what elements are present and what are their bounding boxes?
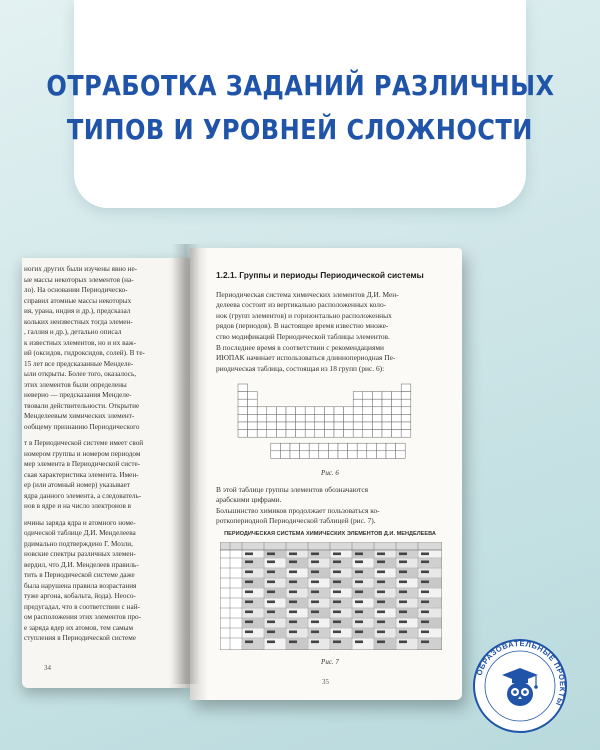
text-line: делеева состоит из вертикально расположенных коло- xyxy=(216,300,387,310)
text-line: нов в ядре и на число электронов в xyxy=(24,502,132,510)
figure-6-caption: Рис. 6 xyxy=(321,468,339,477)
text-line: роткопериодной Периодической таблицей (рис. 7). xyxy=(216,516,376,526)
text-line: В последнее время в соответствии с рекомендациями xyxy=(216,342,384,352)
text-line: рядов (периодов). В настоящее время известно множе- xyxy=(216,321,389,331)
short-period-table-figure xyxy=(220,542,442,650)
title-banner xyxy=(45,0,555,208)
text-line: ичины заряда ядра и атомного номе- xyxy=(24,518,136,527)
text-line: Большинство химиков продолжает пользоваться ко- xyxy=(216,505,380,515)
left-page xyxy=(22,258,190,688)
text-line: ская характеристика элемента. Имен- xyxy=(24,470,139,479)
text-line: т в Периодической системе имеет свой xyxy=(24,439,144,447)
text-line: этих элементов были определены xyxy=(24,380,127,389)
long-period-table-figure xyxy=(234,380,416,460)
text-line: туже аргона, кобальта, йода). Неосо- xyxy=(24,592,136,600)
text-line: ий (оксидов, гидроксидов, солей). В те- xyxy=(24,349,145,357)
text-line: ство модификаций Периодической таблицы элементов. xyxy=(216,331,390,341)
right-page xyxy=(190,248,462,700)
left-page-block-c xyxy=(24,518,184,644)
text-line: одической таблице Д.И. Менделеева xyxy=(24,529,136,537)
text-line: ия, урана, индия и др.), предсказал xyxy=(24,307,131,315)
paragraph-short-period xyxy=(216,485,444,527)
text-line: кольких неизвестных тогда элемен- xyxy=(24,317,133,326)
text-line: ообщему признанию Периодического xyxy=(24,422,140,431)
text-line: ыли открыты. Более того, оказалось, xyxy=(24,370,137,378)
text-line: тить в Периодической системе даже xyxy=(24,571,135,579)
text-line: Периодическая система химических элементов Д.И. Мен- xyxy=(216,289,399,299)
text-line: мер элемента в Периодической систе- xyxy=(24,460,141,468)
left-page-block-a xyxy=(24,264,184,432)
text-line: риодическая таблица, состоящая из 18 групп (рис. 6): xyxy=(216,363,385,373)
text-line: ер (или атомный номер) указывает xyxy=(24,481,130,489)
text-line: В этой таблице группы элементов обозначаются xyxy=(216,484,369,494)
text-line: рдимально подтверждено Г. Мозли, xyxy=(24,539,133,548)
text-line: номером группы и номером периодом xyxy=(24,449,141,458)
open-book xyxy=(22,244,462,704)
text-line: ядра данного элемента, а следователь- xyxy=(24,491,142,500)
text-line: к известных элементов, но и их важ- xyxy=(24,338,137,347)
text-line: неверно — предсказания Менделе- xyxy=(24,391,132,399)
left-page-block-b xyxy=(24,438,184,512)
left-page-text xyxy=(22,264,188,644)
text-line: предугадал, что в соответствии с най- xyxy=(24,602,140,611)
banner-title-line-2: ТИПОВ И УРОВНЕЙ СЛОЖНОСТИ xyxy=(67,113,533,146)
logo-ring-text: ОБРАЗОВАТЕЛЬНЫЕ ПРОЕКТЫ xyxy=(474,638,568,708)
text-line: ом расположения этих элементов про- xyxy=(24,613,142,621)
text-line: вердил, что Д.И. Менделеев правиль- xyxy=(24,560,139,569)
text-line: ые массы некоторых элементов (на- xyxy=(24,275,134,284)
text-line: арабскими цифрами. xyxy=(216,495,282,505)
text-line: ступления в Периодической системе xyxy=(24,634,136,642)
text-line: Менделеевым химических элемент- xyxy=(24,412,135,420)
text-line: 15 лет все предсказанные Менделе- xyxy=(24,359,134,368)
text-line: была нарушена правила возрастания xyxy=(24,581,137,590)
text-line: ИЮПАК начинает использоваться длиннопериодная Пе- xyxy=(216,353,396,363)
right-page-number: 35 xyxy=(322,678,329,686)
educational-projects-logo xyxy=(472,638,568,734)
text-line: новские спектры различных элемен- xyxy=(24,550,136,558)
book-spine xyxy=(172,244,200,684)
text-line: , галлия и др.), детально описал xyxy=(24,328,122,336)
paragraph-groups-periods xyxy=(216,290,444,375)
section-title: 1.2.1. Группы и периоды Периодической системы xyxy=(216,270,424,280)
text-line: твовали действительности. Открытие xyxy=(24,401,140,410)
text-line: справил атомные массы некоторых xyxy=(24,296,132,305)
periodic-table-title: ПЕРИОДИЧЕСКАЯ СИСТЕМА ХИМИЧЕСКИХ ЭЛЕМЕНТОВ Д.И. МЕНДЕЛЕЕВА xyxy=(224,530,436,537)
left-page-number: 34 xyxy=(44,664,51,672)
text-line: ло). На основании Периодическо- xyxy=(24,286,128,294)
figure-7-caption: Рис. 7 xyxy=(321,658,339,667)
banner-title-line-1: ОТРАБОТКА ЗАДАНИЙ РАЗЛИЧНЫХ xyxy=(45,69,555,102)
text-line: нок (групп элементов) и горизонтально расположенных xyxy=(216,310,392,320)
text-line: ногих других были изучены явно не- xyxy=(24,265,138,273)
text-line: е заряда ядер их атомов, тем самым xyxy=(24,623,134,632)
